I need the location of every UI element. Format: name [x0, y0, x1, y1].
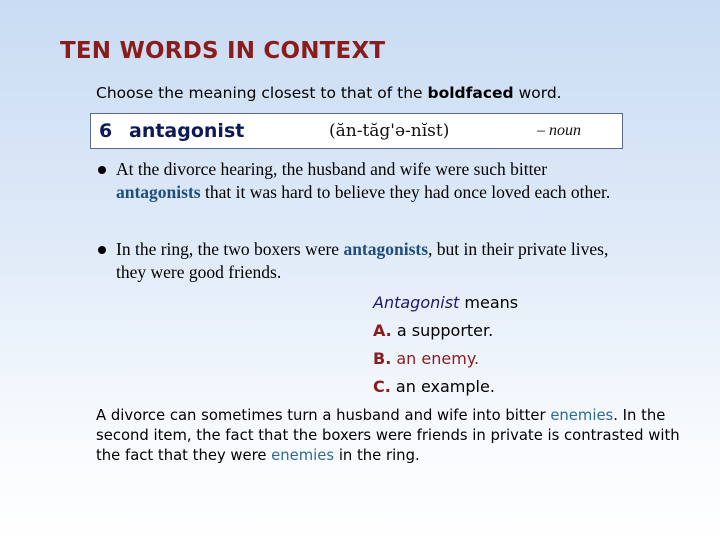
- option-a[interactable]: [373, 318, 493, 344]
- option-letter: C.: [373, 377, 391, 396]
- instruction-end: word.: [513, 84, 562, 102]
- explanation-highlight: enemies: [271, 447, 335, 464]
- example-keyword: antagonists: [116, 182, 201, 202]
- example-text: that it was hard to believe they had once loved each other.: [200, 182, 611, 202]
- option-letter: A.: [373, 321, 392, 340]
- example-keyword: antagonists: [343, 239, 429, 259]
- example-text: At the divorce hearing, the husband and wife were such bitter: [116, 159, 548, 179]
- option-b[interactable]: [373, 346, 479, 372]
- word-pronunciation: (ăn-tăg'ə-nĭst): [329, 121, 450, 141]
- example-sentence-2: [116, 238, 636, 284]
- option-text: an example.: [390, 377, 495, 396]
- word-box: [90, 113, 623, 149]
- bullet-icon: [98, 246, 106, 254]
- meaning-word: Antagonist: [373, 293, 460, 312]
- option-c[interactable]: [373, 374, 495, 400]
- explanation: [96, 406, 696, 466]
- option-text: an enemy.: [391, 349, 480, 368]
- meaning-prompt: [373, 290, 518, 316]
- example-text: In the ring, the two boxers were: [116, 239, 344, 259]
- word-term: antagonist: [129, 120, 245, 142]
- word-part-of-speech: – noun: [537, 122, 581, 139]
- instruction-bold: boldfaced: [427, 84, 514, 102]
- explanation-text: in the ring.: [334, 447, 420, 464]
- option-text: a supporter.: [391, 321, 494, 340]
- instruction: [96, 84, 562, 102]
- explanation-text: . In the second item, the fact that the boxers were friends in private is contrasted with the fact that they were: [96, 407, 680, 464]
- explanation-highlight: enemies: [550, 407, 614, 424]
- option-letter: B.: [373, 349, 392, 368]
- example-sentence-1: [116, 158, 636, 204]
- page-title: TEN WORDS IN CONTEXT: [60, 38, 386, 64]
- word-number: 6: [99, 120, 113, 142]
- instruction-text: Choose the meaning closest to that of the: [96, 84, 428, 102]
- bullet-icon: [98, 166, 106, 174]
- example-text: , but in their private lives, they were good friends.: [116, 239, 609, 282]
- explanation-text: A divorce can sometimes turn a husband and wife into bitter: [96, 407, 551, 424]
- meaning-label: means: [459, 293, 519, 312]
